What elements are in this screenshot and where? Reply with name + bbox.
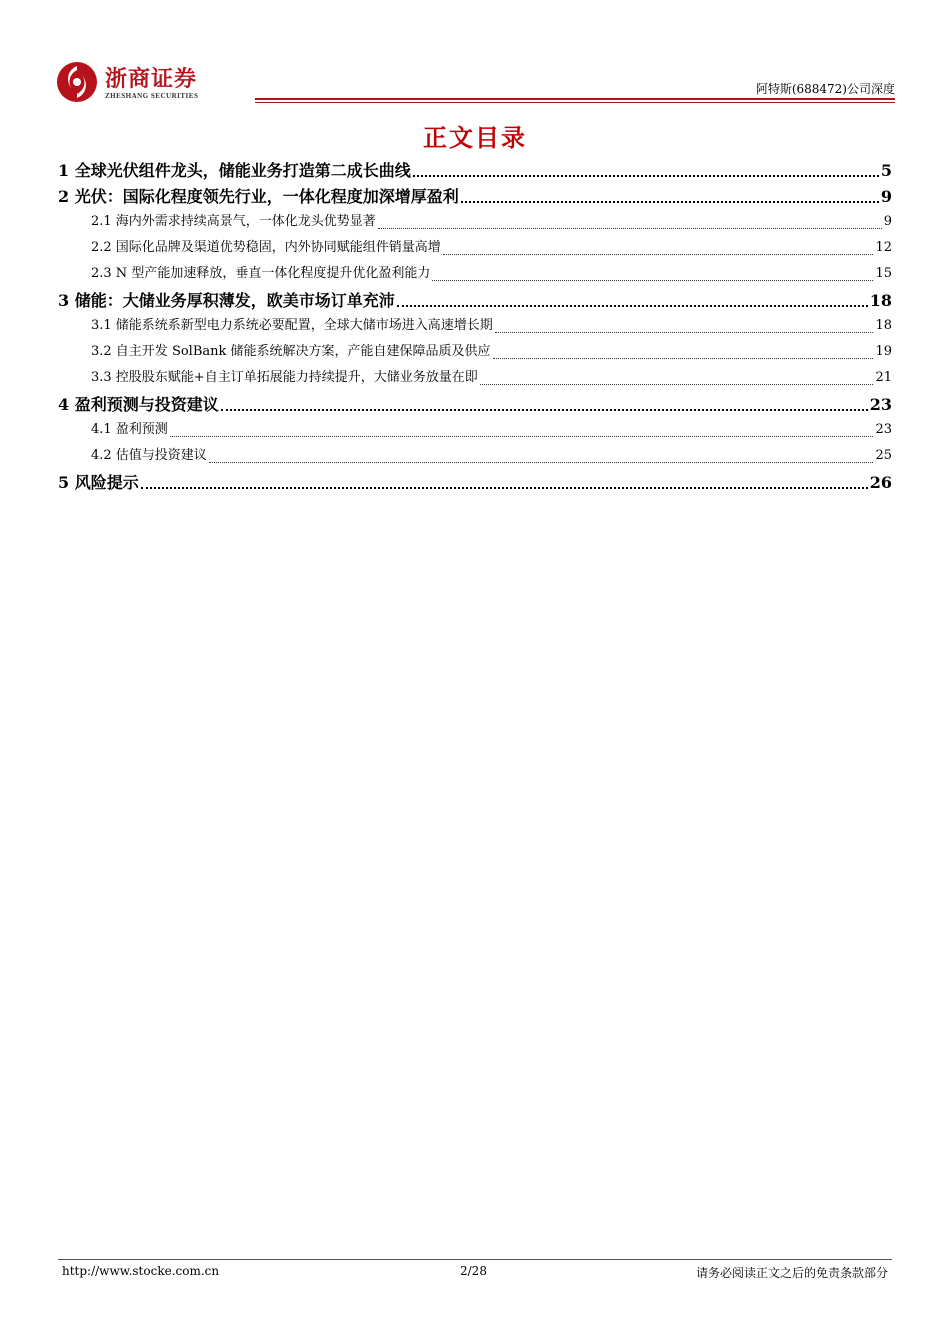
toc-entry-label: 4 盈利预测与投资建议 xyxy=(58,395,219,414)
toc-entry-label: 4.1 盈利预测 xyxy=(91,422,168,437)
toc-leader-dots xyxy=(141,487,868,489)
header-divider-thin xyxy=(255,102,895,103)
toc-entry-subsection[interactable] xyxy=(58,444,892,470)
toc-entry-label: 4.2 估值与投资建议 xyxy=(91,448,207,463)
toc-leader-dots xyxy=(413,175,879,177)
toc-entry-page: 18 xyxy=(875,318,892,333)
toc-entry-label: 3.1 储能系统系新型电力系统必要配置，全球大储市场进入高速增长期 xyxy=(91,318,493,333)
toc-entry-page: 5 xyxy=(880,161,892,180)
toc-entry-section[interactable] xyxy=(58,158,892,184)
toc-entry-page: 23 xyxy=(869,395,892,414)
toc-entry-label: 5 风险提示 xyxy=(58,473,139,492)
toc-entry-page: 18 xyxy=(869,291,892,310)
logo-english-name: ZHESHANG SECURITIES xyxy=(105,92,199,100)
toc-entry-subsection[interactable] xyxy=(58,262,892,288)
toc-leader-dots xyxy=(397,305,868,307)
toc-entry-subsection[interactable] xyxy=(58,418,892,444)
toc-leader-dots xyxy=(461,201,879,203)
toc-entry-label: 2.3 N 型产能加速释放，垂直一体化程度提升优化盈利能力 xyxy=(91,266,431,281)
toc-entry-label: 2.1 海内外需求持续高景气，一体化龙头优势显著 xyxy=(91,214,376,229)
toc-entry-page: 26 xyxy=(869,473,892,492)
toc-entry-label: 2.2 国际化品牌及渠道优势稳固，内外协同赋能组件销量高增 xyxy=(91,240,441,255)
zheshang-logo-icon xyxy=(55,60,99,104)
toc-entry-page: 9 xyxy=(883,214,892,229)
toc-entry-page: 25 xyxy=(875,448,892,463)
footer-url-link[interactable]: http://www.stocke.com.cn xyxy=(62,1264,220,1278)
toc-leader-dots xyxy=(209,462,874,463)
toc-leader-dots xyxy=(443,254,874,255)
toc-leader-dots xyxy=(170,436,874,437)
toc-entry-page: 9 xyxy=(880,187,892,206)
header-divider xyxy=(255,98,895,100)
toc-entry-page: 12 xyxy=(875,240,892,255)
toc-entry-label: 3.2 自主开发 SolBank 储能系统解决方案，产能自建保障品质及供应 xyxy=(91,344,491,359)
toc-entry-page: 21 xyxy=(875,370,892,385)
table-of-contents xyxy=(58,158,892,496)
toc-entry-label: 2 光伏：国际化程度领先行业，一体化程度加深增厚盈利 xyxy=(58,187,459,206)
footer-disclaimer: 请务必阅读正文之后的免责条款部分 xyxy=(695,1266,888,1280)
toc-entry-label: 3.3 控股股东赋能+自主订单拓展能力持续提升，大储业务放量在即 xyxy=(91,370,478,385)
toc-leader-dots xyxy=(378,228,882,229)
toc-entry-subsection[interactable] xyxy=(58,236,892,262)
page-header xyxy=(55,48,895,104)
footer-page-number: 2/28 xyxy=(460,1264,487,1278)
toc-leader-dots xyxy=(432,280,873,281)
toc-entry-subsection[interactable] xyxy=(58,210,892,236)
report-tag: 阿特斯(688472)公司深度 xyxy=(755,82,895,96)
toc-entry-section[interactable] xyxy=(58,184,892,210)
toc-entry-label: 3 储能：大储业务厚积薄发，欧美市场订单充沛 xyxy=(58,291,395,310)
footer-divider xyxy=(58,1259,892,1260)
toc-entry-section[interactable] xyxy=(58,392,892,418)
toc-entry-subsection[interactable] xyxy=(58,366,892,392)
toc-entry-section[interactable] xyxy=(58,288,892,314)
toc-leader-dots xyxy=(493,358,874,359)
toc-leader-dots xyxy=(495,332,874,333)
logo-chinese-name: 浙商证券 xyxy=(105,67,198,92)
toc-entry-page: 19 xyxy=(875,344,892,359)
toc-leader-dots xyxy=(480,384,874,385)
toc-entry-page: 15 xyxy=(875,266,892,281)
toc-entry-subsection[interactable] xyxy=(58,314,892,340)
toc-entry-label: 1 全球光伏组件龙头，储能业务打造第二成长曲线 xyxy=(58,161,411,180)
toc-title: 正文目录 xyxy=(423,124,527,152)
toc-entry-page: 23 xyxy=(875,422,892,437)
toc-leader-dots xyxy=(221,409,868,411)
toc-entry-subsection[interactable] xyxy=(58,340,892,366)
toc-entry-section[interactable] xyxy=(58,470,892,496)
